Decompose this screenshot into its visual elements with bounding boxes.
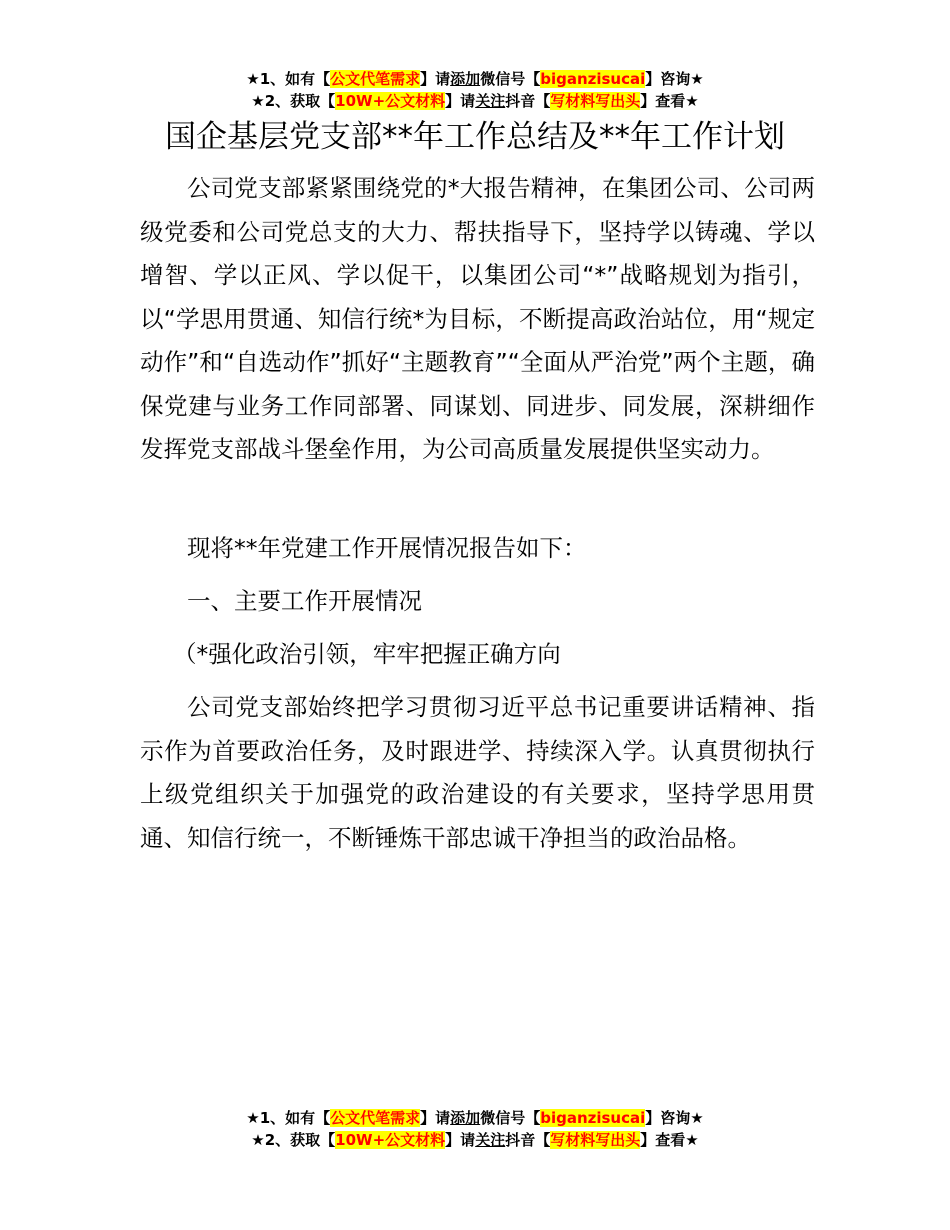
star-icon: ★ [251,1131,265,1149]
highlight-materials: 10W+公文材料 [335,92,446,110]
banner-emphasis: 关注 [475,92,506,110]
star-icon: ★ [690,1109,704,1127]
banner-text: 2、获取【 [264,1131,336,1149]
star-icon: ★ [246,70,260,88]
star-icon: ★ [251,92,265,110]
highlight-service: 公文代笔需求 [330,70,421,88]
banner-line-2 [0,1129,950,1151]
banner-text: 抖音【 [505,92,551,110]
star-icon: ★ [690,70,704,88]
star-icon: ★ [685,1131,699,1149]
footer-banner [0,1107,950,1151]
banner-text: 微信号【 [480,1109,541,1127]
banner-emphasis: 添加 [450,1109,481,1127]
body-paragraph: 公司党支部始终把学习贯彻习近平总书记重要讲话精神、指示作为首要政治任务，及时跟进学、持续深入学。认真贯彻执行上级党组织关于加强党的政治建设的有关要求，坚持学思用贯通、知信行统一，不断锤炼干部忠诚干净担当的政治品格。 [140,693,815,852]
highlight-wechat-id: biganzisucai [540,1109,646,1127]
banner-text: 】咨询 [645,1109,691,1127]
banner-text: 1、如有【 [259,1109,331,1127]
banner-text: 微信号【 [480,70,541,88]
highlight-wechat-id: biganzisucai [540,70,646,88]
banner-line-1 [0,68,950,90]
banner-line-1 [0,1107,950,1129]
banner-text: 】查看 [640,1131,686,1149]
banner-text: 】请 [420,1109,451,1127]
banner-text: 抖音【 [505,1131,551,1149]
header-banner [0,68,950,112]
star-icon: ★ [246,1109,260,1127]
banner-text: 1、如有【 [259,70,331,88]
highlight-service: 公文代笔需求 [330,1109,421,1127]
highlight-materials: 10W+公文材料 [335,1131,446,1149]
intro-paragraph: 公司党支部紧紧围绕党的*大报告精神，在集团公司、公司两级党委和公司党总支的大力、帮扶指导下，坚持学以铸魂、学以增智、学以正风、学以促干，以集团公司“*”战略规划为指引，以“学思用贯通、知信行统*为目标，不断提高政治站位，用“规定动作”和“自选动作”抓好“主题教育”“全面从严治党”两个主题，确保党建与业务工作同部署、同谋划、同进步、同发展，深耕细作发挥党支部战斗堡垒作用，为公司高质量发展提供坚实动力。 [140,174,815,463]
banner-text: 】请 [445,92,476,110]
star-icon: ★ [685,92,699,110]
document-title: 国企基层党支部**年工作总结及**年工作计划 [165,119,785,155]
subsection-heading: （*强化政治引领，牢牢把握正确方向 [173,640,561,668]
banner-text: 】查看 [640,92,686,110]
banner-line-2 [0,90,950,112]
highlight-douyin-account: 写材料写出头 [550,92,641,110]
highlight-douyin-account: 写材料写出头 [550,1131,641,1149]
banner-emphasis: 关注 [475,1131,506,1149]
report-intro-line: 现将**年党建工作开展情况报告如下： [187,534,587,562]
banner-text: 】请 [420,70,451,88]
banner-text: 2、获取【 [264,92,336,110]
section-heading: 一、主要工作开展情况 [187,587,422,615]
banner-text: 】咨询 [645,70,691,88]
banner-text: 】请 [445,1131,476,1149]
banner-emphasis: 添加 [450,70,481,88]
